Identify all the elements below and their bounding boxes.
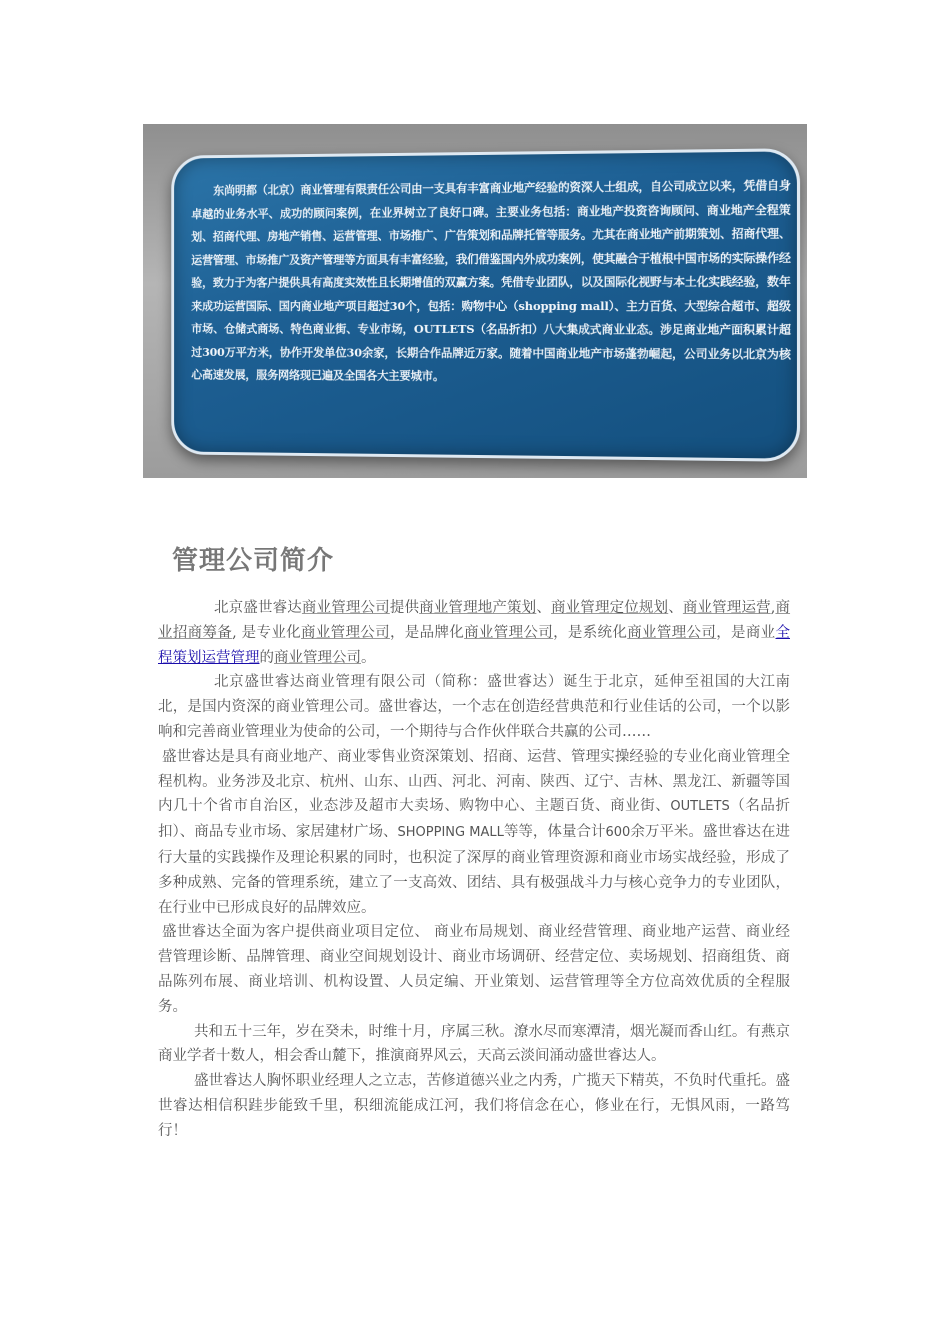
text-span: OUTLETS (670, 799, 730, 815)
text-span: 等等，体量合计 (503, 824, 606, 841)
paragraph-4: 盛世睿达全面为客户提供商业项目定位、 商业布局规划、商业经营管理、商业地产运营、商业经营管理诊断、品牌管理、商业空间规划设计、商业市场调研、经营定位、卖场规划、招商组货、商品陈列布展、商业培训、机构设置、人员定编、开业策划、运营管理等全方位高效优质的全程服务。 (158, 924, 790, 1015)
text-span: , (770, 600, 776, 616)
text-span: 的 (259, 649, 274, 666)
text-span: 、 (668, 600, 683, 616)
article-body (158, 596, 790, 1144)
company-intro-banner (143, 124, 807, 478)
banner-text: 东尚明都（北京）商业管理有限责任公司由一支具有丰富商业地产经验的资深人士组成，自公司成立以来，凭借自身卓越的业务水平、成功的顾问案例，在业界树立了良好口碑。主要业务包括：商业地产投资咨询顾问、商业地产全程策划、招商代理、房地产销售、运营管理、市场推广、广告策划和品牌托管等服务。尤其在商业地产前期策划、招商代理、运营管理、市场推广及资产管理等方面具有丰富经验，我们借鉴国内外成功案例，使其融合于植根中国市场的实际操作经验，致力于为客户提供具有高度实效性且长期增值的双赢方案。凭借专业团队，以及国际化视野与本土化实践经验，数年来成功运营国际、国内商业地产项目超过30个，包括：购物中心（shopping mall）、主力百货、大型综合超市、超级市场、仓储式商场、特色商业街、专业市场，OUTLETS（名品折扣）八大集成式商业业态。涉足商业地产面积累计超过300万平方米，协作开发单位30余家，长期合作品牌近万家。随着中国商业地产市场蓬勃崛起，公司业务以北京为核心高速发展，服务网络现已遍及全国各大主要城市。 (191, 177, 791, 383)
text-span: ，是品牌化 (389, 624, 465, 641)
full-planning-link[interactable]: 全程策划运营管理 (158, 624, 790, 666)
keyword: 商业管理公司 (301, 624, 390, 641)
text-span: （名品折扣）、商品专业市场、家居建材广场、 (158, 798, 790, 841)
paragraph-3 (158, 745, 790, 921)
text-span: 提供 (389, 600, 420, 616)
text-span: 余万平米。盛世睿达在进行大量的实践操作及理论积累的同时，也积淀了深厚的商业管理资源和商业市场实战经验，形成了多种成熟、完备的管理系统，建立了一支高效、团结、具有极强战斗力与核心竞争力的专业团队，在行业中已形成良好的品牌效应。 (158, 824, 791, 916)
text-span: ，是商业 (716, 624, 776, 641)
keyword: 商业管理地产策划 (419, 600, 537, 616)
text-span: 盛世睿达是具有商业地产、商业零售业资深策划、招商、运营、管理实操经验的专业化商业管理全程机构。业务涉及北京、杭州、山东、山西、河北、河南、陕西、辽宁、吉林、黑龙江、新疆等国内几十个省市自治区，业态涉及超市大卖场、购物中心、主题百货、商业街、 (158, 748, 790, 815)
text-span: 、 (536, 600, 551, 616)
keyword: 商业管理运营 (682, 600, 771, 616)
paragraph-1 (158, 596, 790, 670)
page-title: 管理公司简介 (172, 546, 335, 576)
text-span: 600 (605, 825, 631, 841)
intro-card (171, 148, 800, 462)
paragraph-5: 共和五十三年，岁在癸未，时维十月，序属三秋。潦水尽而寒潭清，烟光凝而香山红。有燕京商业学者十数人，相会香山麓下，推演商界风云，天高云淡间涌动盛世睿达人。 (158, 1023, 790, 1065)
keyword: 商业管理公司 (301, 600, 390, 616)
text-span: 北京盛世睿达 (214, 600, 302, 616)
text-span: , 是专业化 (232, 624, 301, 641)
keyword: 商业管理定位规划 (551, 600, 669, 616)
keyword: 商业管理公司 (464, 624, 554, 641)
text-span: 。 (361, 649, 376, 666)
text-span: SHOPPING MALL (397, 825, 504, 841)
keyword: 商业管理公司 (274, 649, 361, 666)
paragraph-2: 北京盛世睿达商业管理有限公司（简称：盛世睿达）诞生于北京，延伸至祖国的大江南北，是国内资深的商业管理公司。盛世睿达，一个志在创造经营典范和行业佳话的公司，一个以影响和完善商业管理业为使命的公司，一个期待与合作伙伴联合共赢的公司…… (158, 674, 790, 740)
paragraph-6: 盛世睿达人胸怀职业经理人之立志，苦修道德兴业之内秀，广揽天下精英，不负时代重托。盛世睿达相信积跬步能致千里，积细流能成江河，我们将信念在心，修业在行，无惧风雨，一路笃行！ (158, 1073, 790, 1139)
keyword: 商业管理公司 (627, 624, 717, 641)
keyword: 商业招商筹备 (158, 600, 791, 641)
text-span: ，是系统化 (553, 624, 628, 641)
